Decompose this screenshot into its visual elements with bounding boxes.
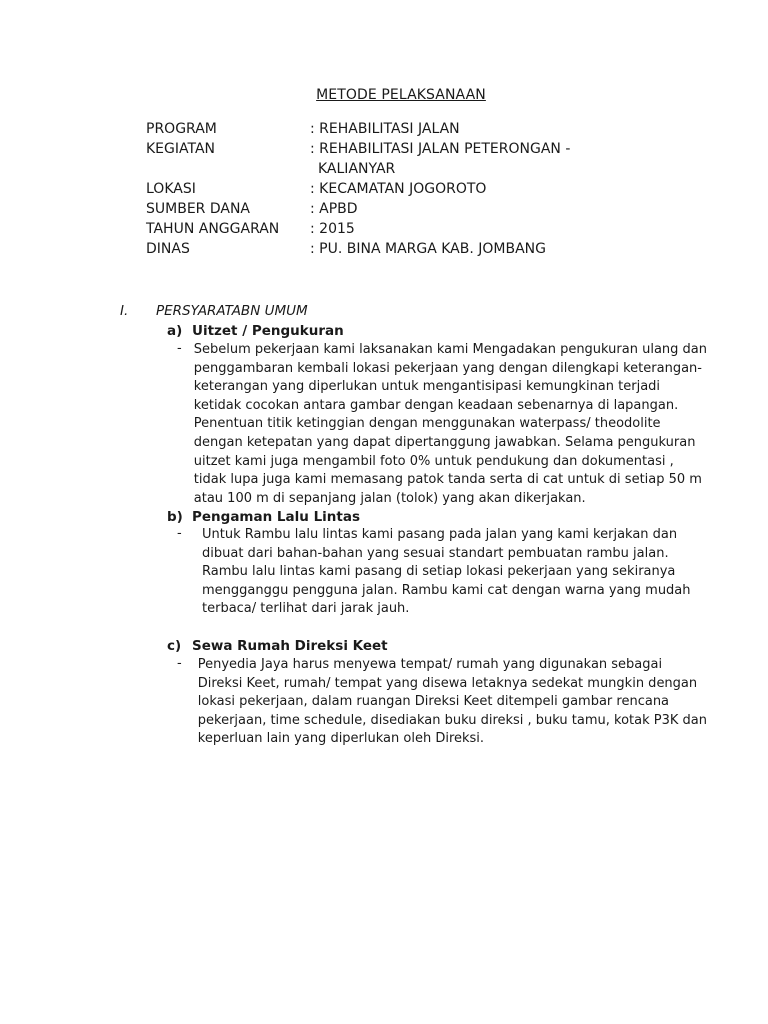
tahun-anggaran-value: : 2015: [310, 221, 355, 237]
text-line: atau 100 m di sepanjang jalan (tolok) yang akan dikerjakan.: [193, 490, 586, 506]
bullet-dash: -: [177, 656, 182, 671]
text-line: ketidak cocokan antara gambar dengan keadaan sebenarnya di lapangan.: [193, 397, 679, 413]
text-line: dibuat dari bahan-bahan yang sesuai standart pembuatan rambu jalan.: [202, 545, 669, 561]
program-value: : REHABILITASI JALAN: [310, 121, 460, 137]
subsection-title: Uitzet / Pengukuran: [192, 323, 344, 339]
section-title: PERSYARATABN UMUM: [156, 303, 308, 319]
text-line: terbaca/ terlihat dari jarak jauh.: [202, 601, 410, 617]
sumber-dana-row: [146, 199, 706, 219]
paragraph: [198, 656, 707, 749]
paragraph: [194, 341, 707, 508]
tahun-anggaran-row: [146, 219, 706, 239]
section-heading: [120, 303, 308, 319]
subsection-title: Pengaman Lalu Lintas: [192, 509, 361, 525]
kegiatan-row: [146, 139, 706, 159]
subsection-title: Sewa Rumah Direksi Keet: [192, 638, 388, 654]
subsection-heading-b: [167, 507, 360, 527]
section-number: I.: [120, 303, 129, 319]
text-line: Direksi Keet, rumah/ tempat yang disewa letaknya sedekat mungkin dengan: [197, 675, 698, 691]
text-line: keterangan yang diperlukan untuk mengantisipasi kemungkinan terjadi: [193, 379, 661, 395]
text-line: tidak lupa juga kami memasang patok tanda serta di cat untuk di setiap 50 m: [193, 472, 702, 488]
lokasi-row: [146, 179, 706, 199]
lokasi-label: LOKASI: [146, 181, 196, 197]
text-line: lokasi pekerjaan, dalam ruangan Direksi Keet ditempeli gambar rencana: [197, 694, 670, 710]
list-item: [177, 656, 707, 749]
subsection-label: a): [167, 323, 183, 339]
subsection-heading-c: [167, 636, 388, 656]
tahun-anggaran-label: TAHUN ANGGARAN: [146, 221, 280, 237]
bullet-dash: -: [177, 341, 182, 356]
text-line: penggambaran kembali lokasi pekerjaan yang dengan dilengkapi keterangan-: [193, 360, 702, 376]
paragraph: [202, 526, 707, 619]
dinas-row: [146, 239, 706, 259]
program-label: PROGRAM: [146, 121, 217, 137]
sumber-dana-label: SUMBER DANA: [146, 201, 251, 217]
subsection-label: c): [167, 638, 182, 654]
text-line: pekerjaan, time schedule, disediakan buku direksi , buku tamu, kotak P3K dan: [197, 712, 707, 728]
lokasi-value: : KECAMATAN JOGOROTO: [310, 181, 487, 197]
dinas-value: : PU. BINA MARGA KAB. JOMBANG: [310, 241, 546, 257]
kegiatan-value-continued: KALIANYAR: [318, 161, 396, 177]
sumber-dana-value: : APBD: [310, 201, 358, 217]
subsection-label: b): [167, 509, 183, 525]
list-item: [177, 341, 707, 508]
text-line: keperluan lain yang diperlukan oleh Direksi.: [197, 731, 485, 747]
page-title: METODE PELAKSANAAN: [316, 87, 486, 103]
kegiatan-value: : REHABILITASI JALAN PETERONGAN -: [310, 141, 571, 157]
text-line: mengganggu pengguna jalan. Rambu kami cat dengan warna yang mudah: [202, 582, 691, 598]
text-line: Sebelum pekerjaan kami laksanakan kami Mengadakan pengukuran ulang dan: [193, 342, 707, 357]
dinas-label: DINAS: [146, 241, 190, 257]
text-line: Rambu lalu lintas kami pasang di setiap lokasi pekerjaan yang sekiranya: [202, 564, 676, 580]
bullet-dash: -: [177, 526, 182, 541]
text-line: dengan ketepatan yang dapat dipertanggung jawabkan. Selama pengukuran: [193, 434, 696, 450]
text-line: Penyedia Jaya harus menyewa tempat/ rumah yang digunakan sebagai: [197, 657, 663, 672]
text-line: Untuk Rambu lalu lintas kami pasang pada jalan yang kami kerjakan dan: [202, 527, 678, 542]
kegiatan-label: KEGIATAN: [146, 141, 216, 157]
project-info-table: [146, 119, 706, 259]
subsection-heading-a: [167, 321, 344, 341]
text-line: uitzet kami juga mengambil foto 0% untuk pendukung dan dokumentasi ,: [193, 453, 674, 469]
list-item: [177, 526, 707, 619]
text-line: Penentuan titik ketinggian dengan menggunakan waterpass/ theodolite: [193, 416, 661, 432]
program-row: [146, 119, 706, 139]
